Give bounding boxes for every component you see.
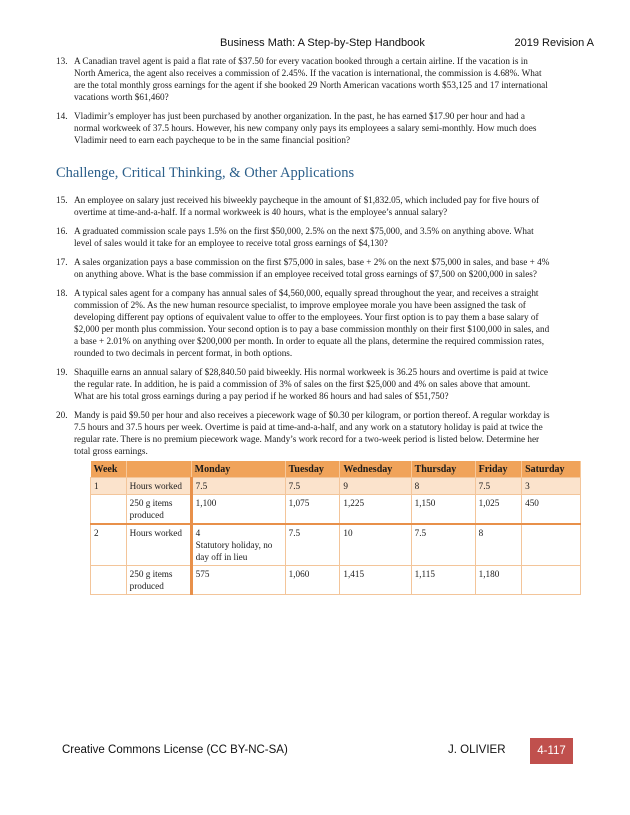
cell-tuesday: 7.5: [285, 478, 340, 495]
header-label: [126, 461, 191, 478]
question-text: An employee on salary just received his biweekly paycheque in the amount of $1,832.05, which included pay for five hours of overtime at time-and-a-half. If a normal workweek is 40 hours, what is the employee’s annual salary?: [74, 195, 540, 217]
question-text: A sales organization pays a base commission on the first $75,000 in sales, base + 2% on the next $75,000 in sales, and base + 4% on anything above. What is the base commission if an employee received total gross earnings of $7,500 on $200,000 in sales?: [74, 257, 550, 279]
question-19: [56, 366, 550, 402]
page-number-badge: 4-117: [530, 738, 573, 764]
question-16: [56, 225, 550, 249]
cell-week: 2: [91, 524, 127, 566]
cell-label: Hours worked: [126, 524, 191, 566]
cell-saturday: 3: [522, 478, 581, 495]
cell-friday: 1,025: [475, 495, 521, 525]
header-friday: Friday: [475, 461, 521, 478]
question-number: 18.: [56, 288, 68, 298]
question-18: [56, 287, 550, 359]
question-text: Shaquille earns an annual salary of $28,840.50 paid biweekly. His normal workweek is 36.25 hours and overtime is paid at twice the regular rate. In addition, he is paid a commission of 3% of sales on the first $25,000 and 4% on sales above that amount. What are his total gross earnings during a pay period if he worked 86 hours and had sales of $51,750?: [74, 367, 548, 401]
cell-monday: 1,100: [191, 495, 285, 525]
footer-license: Creative Commons License (CC BY-NC-SA): [62, 744, 288, 756]
page-content: [56, 55, 565, 595]
cell-thursday: 7.5: [411, 524, 475, 566]
section-title: Challenge, Critical Thinking, & Other Applications: [56, 165, 355, 181]
cell-tuesday: 1,075: [285, 495, 340, 525]
cell-label: 250 g items produced: [126, 566, 191, 595]
question-20: [56, 409, 550, 457]
table-row: [91, 524, 581, 566]
table-header-row: [91, 461, 581, 478]
question-number: 16.: [56, 226, 68, 236]
cell-monday-note: Statutory holiday, no day off in lieu: [195, 540, 273, 562]
question-number: 17.: [56, 257, 68, 267]
cell-wednesday: 1,415: [340, 566, 411, 595]
table-row: [91, 566, 581, 595]
cell-tuesday: 7.5: [285, 524, 340, 566]
cell-thursday: 8: [411, 478, 475, 495]
question-number: 20.: [56, 410, 68, 420]
header-saturday: Saturday: [522, 461, 581, 478]
cell-wednesday: 9: [340, 478, 411, 495]
cell-monday-value: 4: [195, 528, 201, 538]
question-text: A Canadian travel agent is paid a flat rate of $37.50 for every vacation booked through a certain airline. If the vacation is in North America, the agent also receives a commission of 2.45%. If the vacation is international, the commission is 4.68%. What are the total monthly gross earnings for the agent if she booked 29 North American vacations worth $53,125 and 17 international vacations worth $61,460?: [74, 56, 548, 102]
cell-label: 250 g items produced: [126, 495, 191, 525]
question-13: [56, 55, 550, 103]
table-row: [91, 495, 581, 525]
question-text: Mandy is paid $9.50 per hour and also receives a piecework wage of $0.30 per kilogram, or portion thereof. A regular workday is 7.5 hours and 37.5 hours per week. Overtime is paid at time-and-a-half, and any work on a statutory holiday is paid at twice the regular rate. There is no premium piecework wage. Mandy’s work record for a two-week period is listed below. Determine her total gross earnings.: [74, 410, 550, 456]
cell-monday: [191, 524, 285, 566]
question-number: 13.: [56, 56, 68, 66]
question-14: [56, 110, 550, 146]
cell-week: [91, 566, 127, 595]
work-record-table: [90, 461, 581, 595]
footer-author: J. OLIVIER: [448, 744, 506, 756]
header-tuesday: Tuesday: [285, 461, 340, 478]
cell-saturday: [522, 524, 581, 566]
question-text: A graduated commission scale pays 1.5% on the first $50,000, 2.5% on the next $75,000, and 3.5% on anything above. What level of sales would it take for an employee to receive total gross earnings of $4,130?: [74, 226, 534, 248]
question-text: Vladimir’s employer has just been purchased by another organization. In the past, he has earned $17.90 per hour and had a normal workweek of 37.5 hours. However, his new company only pays its employees a salary semi-monthly. How much does Vladimir need to earn each paycheque to be in the same financial position?: [74, 111, 537, 145]
cell-thursday: 1,150: [411, 495, 475, 525]
question-15: [56, 194, 550, 218]
question-17: [56, 256, 550, 280]
question-number: 14.: [56, 111, 68, 121]
table-row: [91, 478, 581, 495]
cell-saturday: 450: [522, 495, 581, 525]
cell-wednesday: 1,225: [340, 495, 411, 525]
running-header-revision: 2019 Revision A: [514, 37, 594, 49]
cell-monday: 7.5: [191, 478, 285, 495]
cell-wednesday: 10: [340, 524, 411, 566]
cell-monday: 575: [191, 566, 285, 595]
question-text: A typical sales agent for a company has annual sales of $4,560,000, equally spread throughout the year, and receives a straight commission of 2%. As the new human resource specialist, to improve employee morale you have been assigned the task of developing different pay options of equivalent value to offer to the employees. Your first option is to pay them a base salary of $2,000 per month plus commission. Your second option is to pay a base commission monthly on their first $100,000 in sales, and a base + 2.01% on anything over $200,000 per month. In order to equate all the plans, determine the required commission rates, rounded to two decimals in percent format, in both options.: [74, 288, 550, 358]
header-thursday: Thursday: [411, 461, 475, 478]
cell-friday: 7.5: [475, 478, 521, 495]
header-week: Week: [91, 461, 127, 478]
question-number: 15.: [56, 195, 68, 205]
cell-friday: 1,180: [475, 566, 521, 595]
header-monday: Monday: [191, 461, 285, 478]
cell-saturday: [522, 566, 581, 595]
cell-week: 1: [91, 478, 127, 495]
question-number: 19.: [56, 367, 68, 377]
cell-friday: 8: [475, 524, 521, 566]
header-wednesday: Wednesday: [340, 461, 411, 478]
cell-week: [91, 495, 127, 525]
cell-tuesday: 1,060: [285, 566, 340, 595]
running-header-title: Business Math: A Step-by-Step Handbook: [220, 37, 425, 49]
cell-label: Hours worked: [126, 478, 191, 495]
cell-thursday: 1,115: [411, 566, 475, 595]
